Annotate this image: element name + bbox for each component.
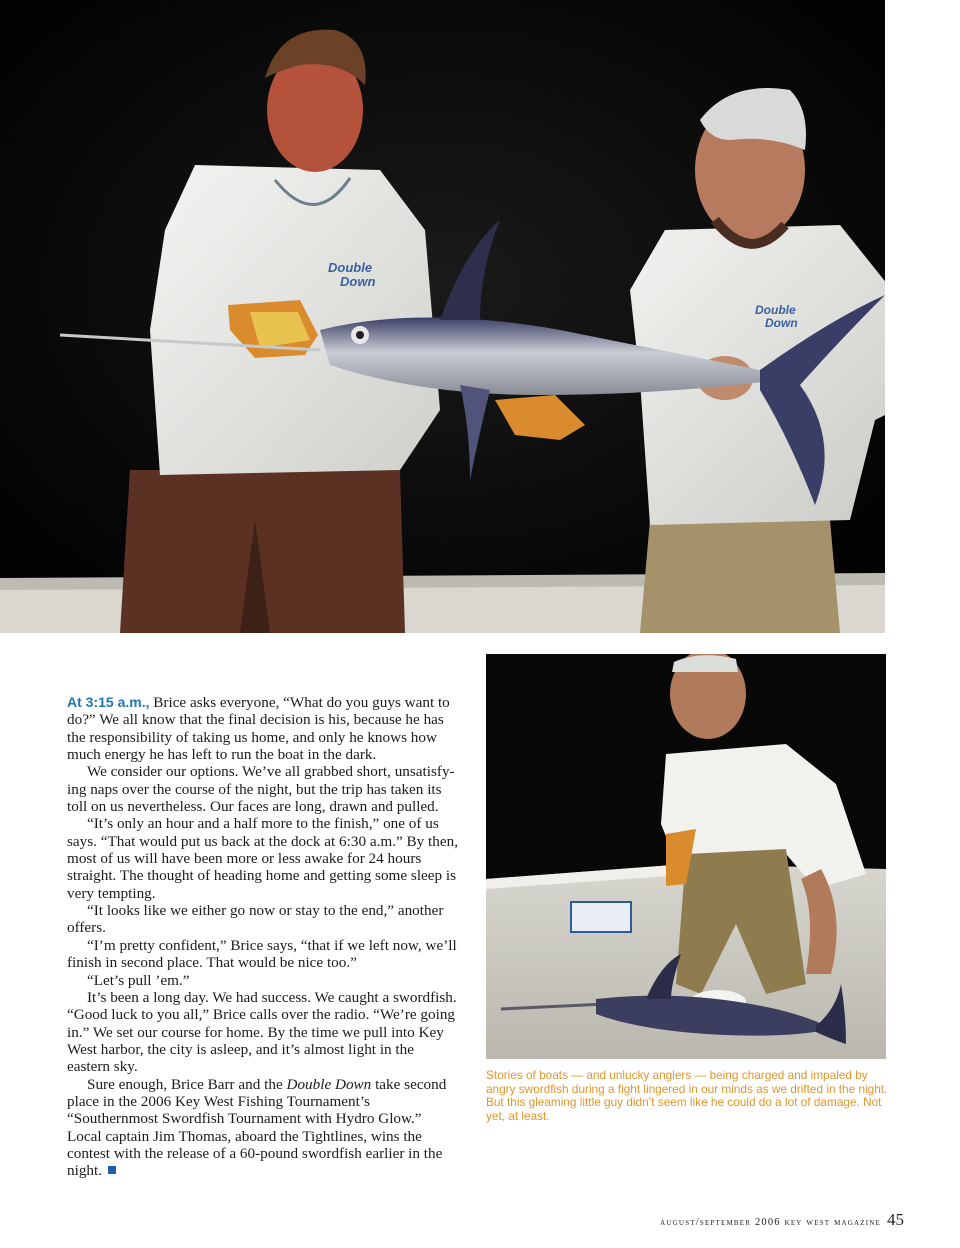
- right-shirt-logo-line-2: Down: [765, 316, 798, 330]
- man-with-swordfish-on-deck-illustration: [486, 654, 886, 1059]
- final-text-after: take second place in the 2006 Key West Fishing Tournament’s “Southernmost Swordfish Tournament with Hydro Glow.” Local captain Jim Thomas, aboard the Tightlines, wins the contest with the release of a 60-pound swordfish earlier in the night.: [67, 1075, 447, 1180]
- left-shirt-logo-line-2: Down: [340, 274, 376, 289]
- paragraph-text: Brice asks everyone, “What do you guys want to do?” We all know that the final decision is his, because he has the responsibility of taking us home, and only he knows how much energy he has left to run the boat in the dark.: [67, 694, 450, 764]
- page-number: 45: [887, 1210, 904, 1229]
- article-paragraph: “I’m pretty confident,” Brice says, “that if we left now, we’ll finish in second place. That would be nice too.”: [67, 936, 457, 972]
- article-paragraph: “It’s only an hour and a half more to the finish,” one of us says. “That would put us back at the dock at 6:30 a.m.” By then, most of us will have been more or less awake for 24 hours straight. The thought of heading home and getting some sleep is very tempting.: [67, 815, 458, 902]
- right-shirt-logo-line-1: Double: [755, 303, 796, 317]
- side-photo: [486, 654, 886, 1059]
- article-final-paragraph: [67, 1076, 459, 1180]
- article-paragraph: [67, 694, 459, 763]
- lead-in: At 3:15 a.m.,: [67, 694, 150, 710]
- photo-caption: Stories of boats — and unlucky anglers — being charged and impaled by angry swordfish during a fight lingered in our minds as we drifted in the night. But this gleaming little guy didn’t seem like he could do a lot of damage. Not yet, at least.: [486, 1068, 888, 1124]
- page-footer: [660, 1210, 904, 1230]
- top-photo: [0, 0, 885, 633]
- boat-name: Double Down: [286, 1075, 372, 1093]
- article-paragraph: It’s been a long day. We had success. We caught a swordfish. “Good luck to you all,” Brice calls over the radio. “We’re going in.” We set our course for home. By the time we pull into Key West harbor, the city is asleep, and it’s almost light in the eastern sky.: [67, 988, 457, 1076]
- article-paragraph: “Let’s pull ’em.”: [87, 971, 190, 989]
- article-paragraph: “It looks like we either go now or stay to the end,” another offers.: [67, 902, 444, 937]
- left-shirt-logo-line-1: Double: [328, 260, 373, 275]
- article-paragraph: We consider our options. We’ve all grabbed short, unsatisfy-ing naps over the course of the night, but the trip has taken its toll on us nevertheless. Our faces are long, drawn and pulled.: [67, 763, 455, 816]
- folio-text: august/september 2006 key west magazine: [660, 1217, 881, 1228]
- end-mark-icon: [108, 1166, 116, 1174]
- boat-decal-icon: [571, 902, 631, 932]
- two-men-holding-swordfish-illustration: [0, 0, 885, 633]
- article-body: [67, 694, 459, 1180]
- final-text-before: Sure enough, Brice Barr and the: [87, 1075, 287, 1093]
